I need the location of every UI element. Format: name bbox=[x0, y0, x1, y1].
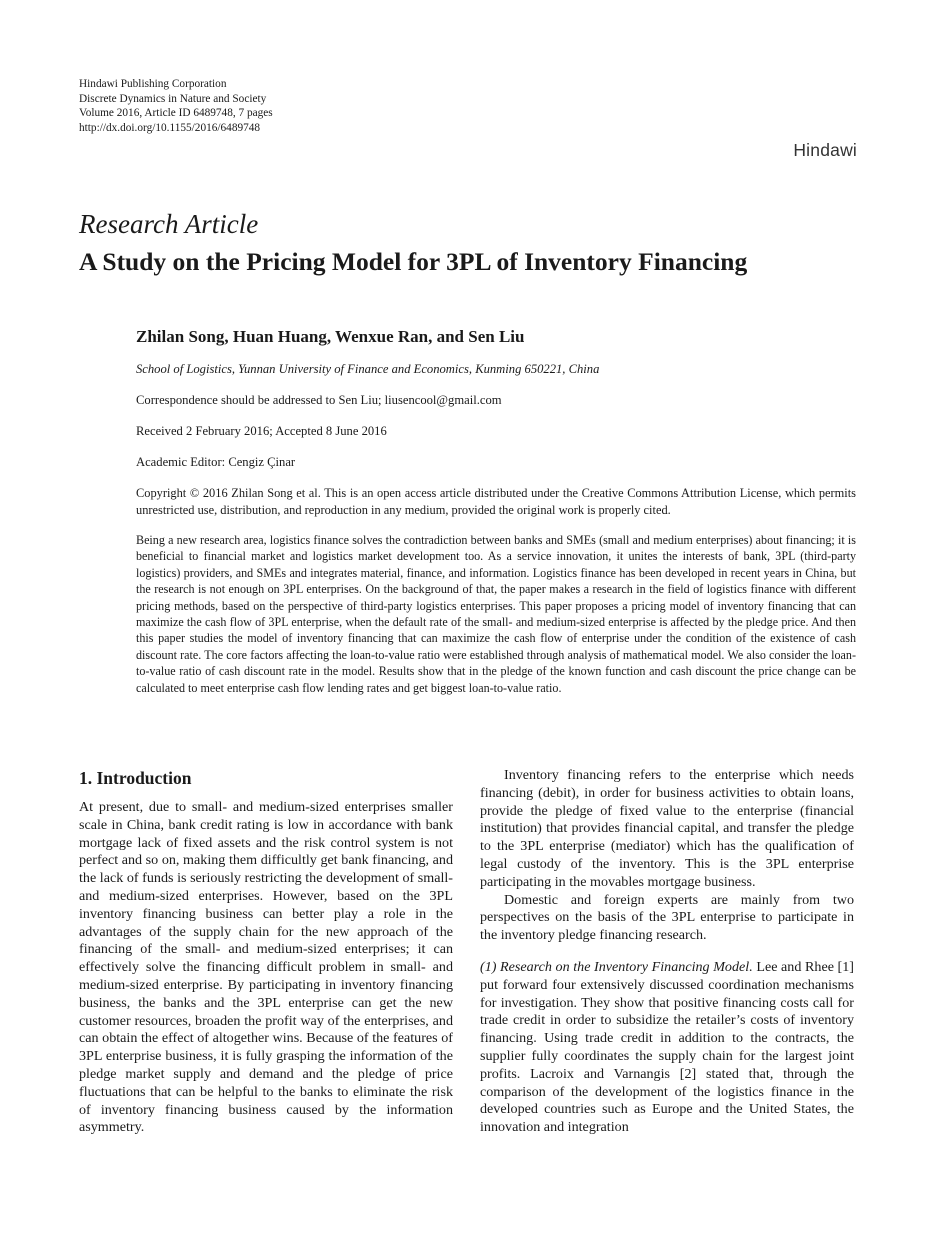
hindawi-logo: Hindawi bbox=[793, 140, 857, 160]
abstract: Being a new research area, logistics finance solves the contradiction between banks and SMEs (small and medium enterprises) about financing; it is beneficial to financial market and logistics market development too. As a service innovation, it unites the interests of bank, 3PL (third-party logistics) providers, and SMEs and integrates material, finance, and information. Logistics finance has been developed in recent years in China, but the research is not enough on 3PL enterprises. On the background of that, the paper makes a research in the field of logistics finance with different pricing methods, based on the perspective of third-party logistics enterprises. This paper proposes a pricing model of inventory financing that can maximize the cash flow of 3PL enterprise, when the default rate of the small- and medium-sized enterprise is affected by the pledge price. And then this paper studies the model of inventory financing that can maximize the cash flow of enterprise under the condition of the existence of cash discount rate. The core factors affecting the loan-to-value ratio were established through analysis of mathematical model. We also consider the loan-to-value ratio of cash discount rate in the model. Results show that in the pledge of the known function and cash discount the price change can be calculated to meet enterprise cash flow lending rates and get biggest loan-to-value ratio. bbox=[136, 533, 856, 695]
academic-editor: Academic Editor: Cengiz Çinar bbox=[136, 455, 296, 469]
body-paragraph-research-model bbox=[480, 959, 854, 1137]
right-column bbox=[480, 767, 854, 1137]
journal-publisher: Hindawi Publishing Corporation bbox=[79, 78, 227, 90]
left-column bbox=[79, 767, 453, 1137]
section-heading-introduction: 1. Introduction bbox=[79, 768, 192, 788]
journal-volume: Volume 2016, Article ID 6489748, 7 pages bbox=[79, 107, 273, 119]
author-list: Zhilan Song, Huan Huang, Wenxue Ran, and Sen Liu bbox=[136, 327, 525, 346]
journal-doi: http://dx.doi.org/10.1155/2016/6489748 bbox=[79, 121, 261, 134]
body-paragraph-research-model-text: Lee and Rhee [1] put forward four extensively discussed coordination mechanisms for investigation. They show that positive financing costs call for trade credit in order to subsidize the retailer’s costs of inventory financing. Using trade credit in addition to the contracts, the supplier fully coordinates the supply chain for the largest joint profits. Lacroix and Varnangis [2] stated that, through the comparison of the development of the logistics finance in the developed countries such as Europe and the United States, the innovation and integration bbox=[480, 958, 854, 1136]
received-accepted-dates: Received 2 February 2016; Accepted 8 June 2016 bbox=[136, 424, 387, 438]
journal-info bbox=[79, 77, 273, 135]
body-paragraph-inventory-financing: Inventory financing refers to the enterprise which needs financing (debit), in order for business activities to obtain loans, provide the pledge of fixed value to the enterprise (financial institution) that provides financial capital, and transfer the pledge to the 3PL enterprise (mediator) which has the qualification of legal custody of the inventory. This is the 3PL enterprise participating in the movables mortgage business. bbox=[480, 767, 854, 890]
journal-name: Discrete Dynamics in Nature and Society bbox=[79, 92, 267, 105]
run-in-heading: (1) Research on the Inventory Financing Model. bbox=[480, 958, 753, 975]
correspondence: Correspondence should be addressed to Sen Liu; liusencool@gmail.com bbox=[136, 393, 502, 407]
affiliation: School of Logistics, Yunnan University of Finance and Economics, Kunming 650221, China bbox=[136, 362, 600, 376]
article-type: Research Article bbox=[79, 209, 259, 239]
article-title: A Study on the Pricing Model for 3PL of Inventory Financing bbox=[79, 247, 748, 276]
copyright-notice: Copyright © 2016 Zhilan Song et al. This is an open access article distributed under the Creative Commons Attribution License, which permits unrestricted use, distribution, and reproduction in any medium, provided the original work is properly cited. bbox=[136, 486, 856, 517]
intro-paragraph: At present, due to small- and medium-sized enterprises smaller scale in China, bank credit rating is low in accordance with bank mortgage lack of fixed assets and the risk control system is not perfect and so on, making them difficultly get bank financing, and the lack of funds is seriously restricting the development of small- and medium-sized enterprises. However, based on the 3PL inventory financing business can better play a role in the advantages of the supply chain for the new approach of the financing of the small- and medium-sized enterprises; it can effectively solve the financing difficult problem in small- and medium-sized enterprise. By participating in inventory financing business, the banks and the 3PL enterprise can get the new customer resources, broaden the profit way of the enterprises, and can obtain the effect of altogether wins. Because of the features of 3PL enterprise business, it is fully grasping the information of the pledge market supply and demand and the pledge of price fluctuations that can be helpful to the banks to eliminate the risk of inventory financing business caused by the information asymmetry. bbox=[79, 799, 453, 1136]
body-paragraph-perspectives: Domestic and foreign experts are mainly from two perspectives on the basis of the 3PL enterprise to participate in the inventory pledge financing research. bbox=[480, 891, 854, 944]
